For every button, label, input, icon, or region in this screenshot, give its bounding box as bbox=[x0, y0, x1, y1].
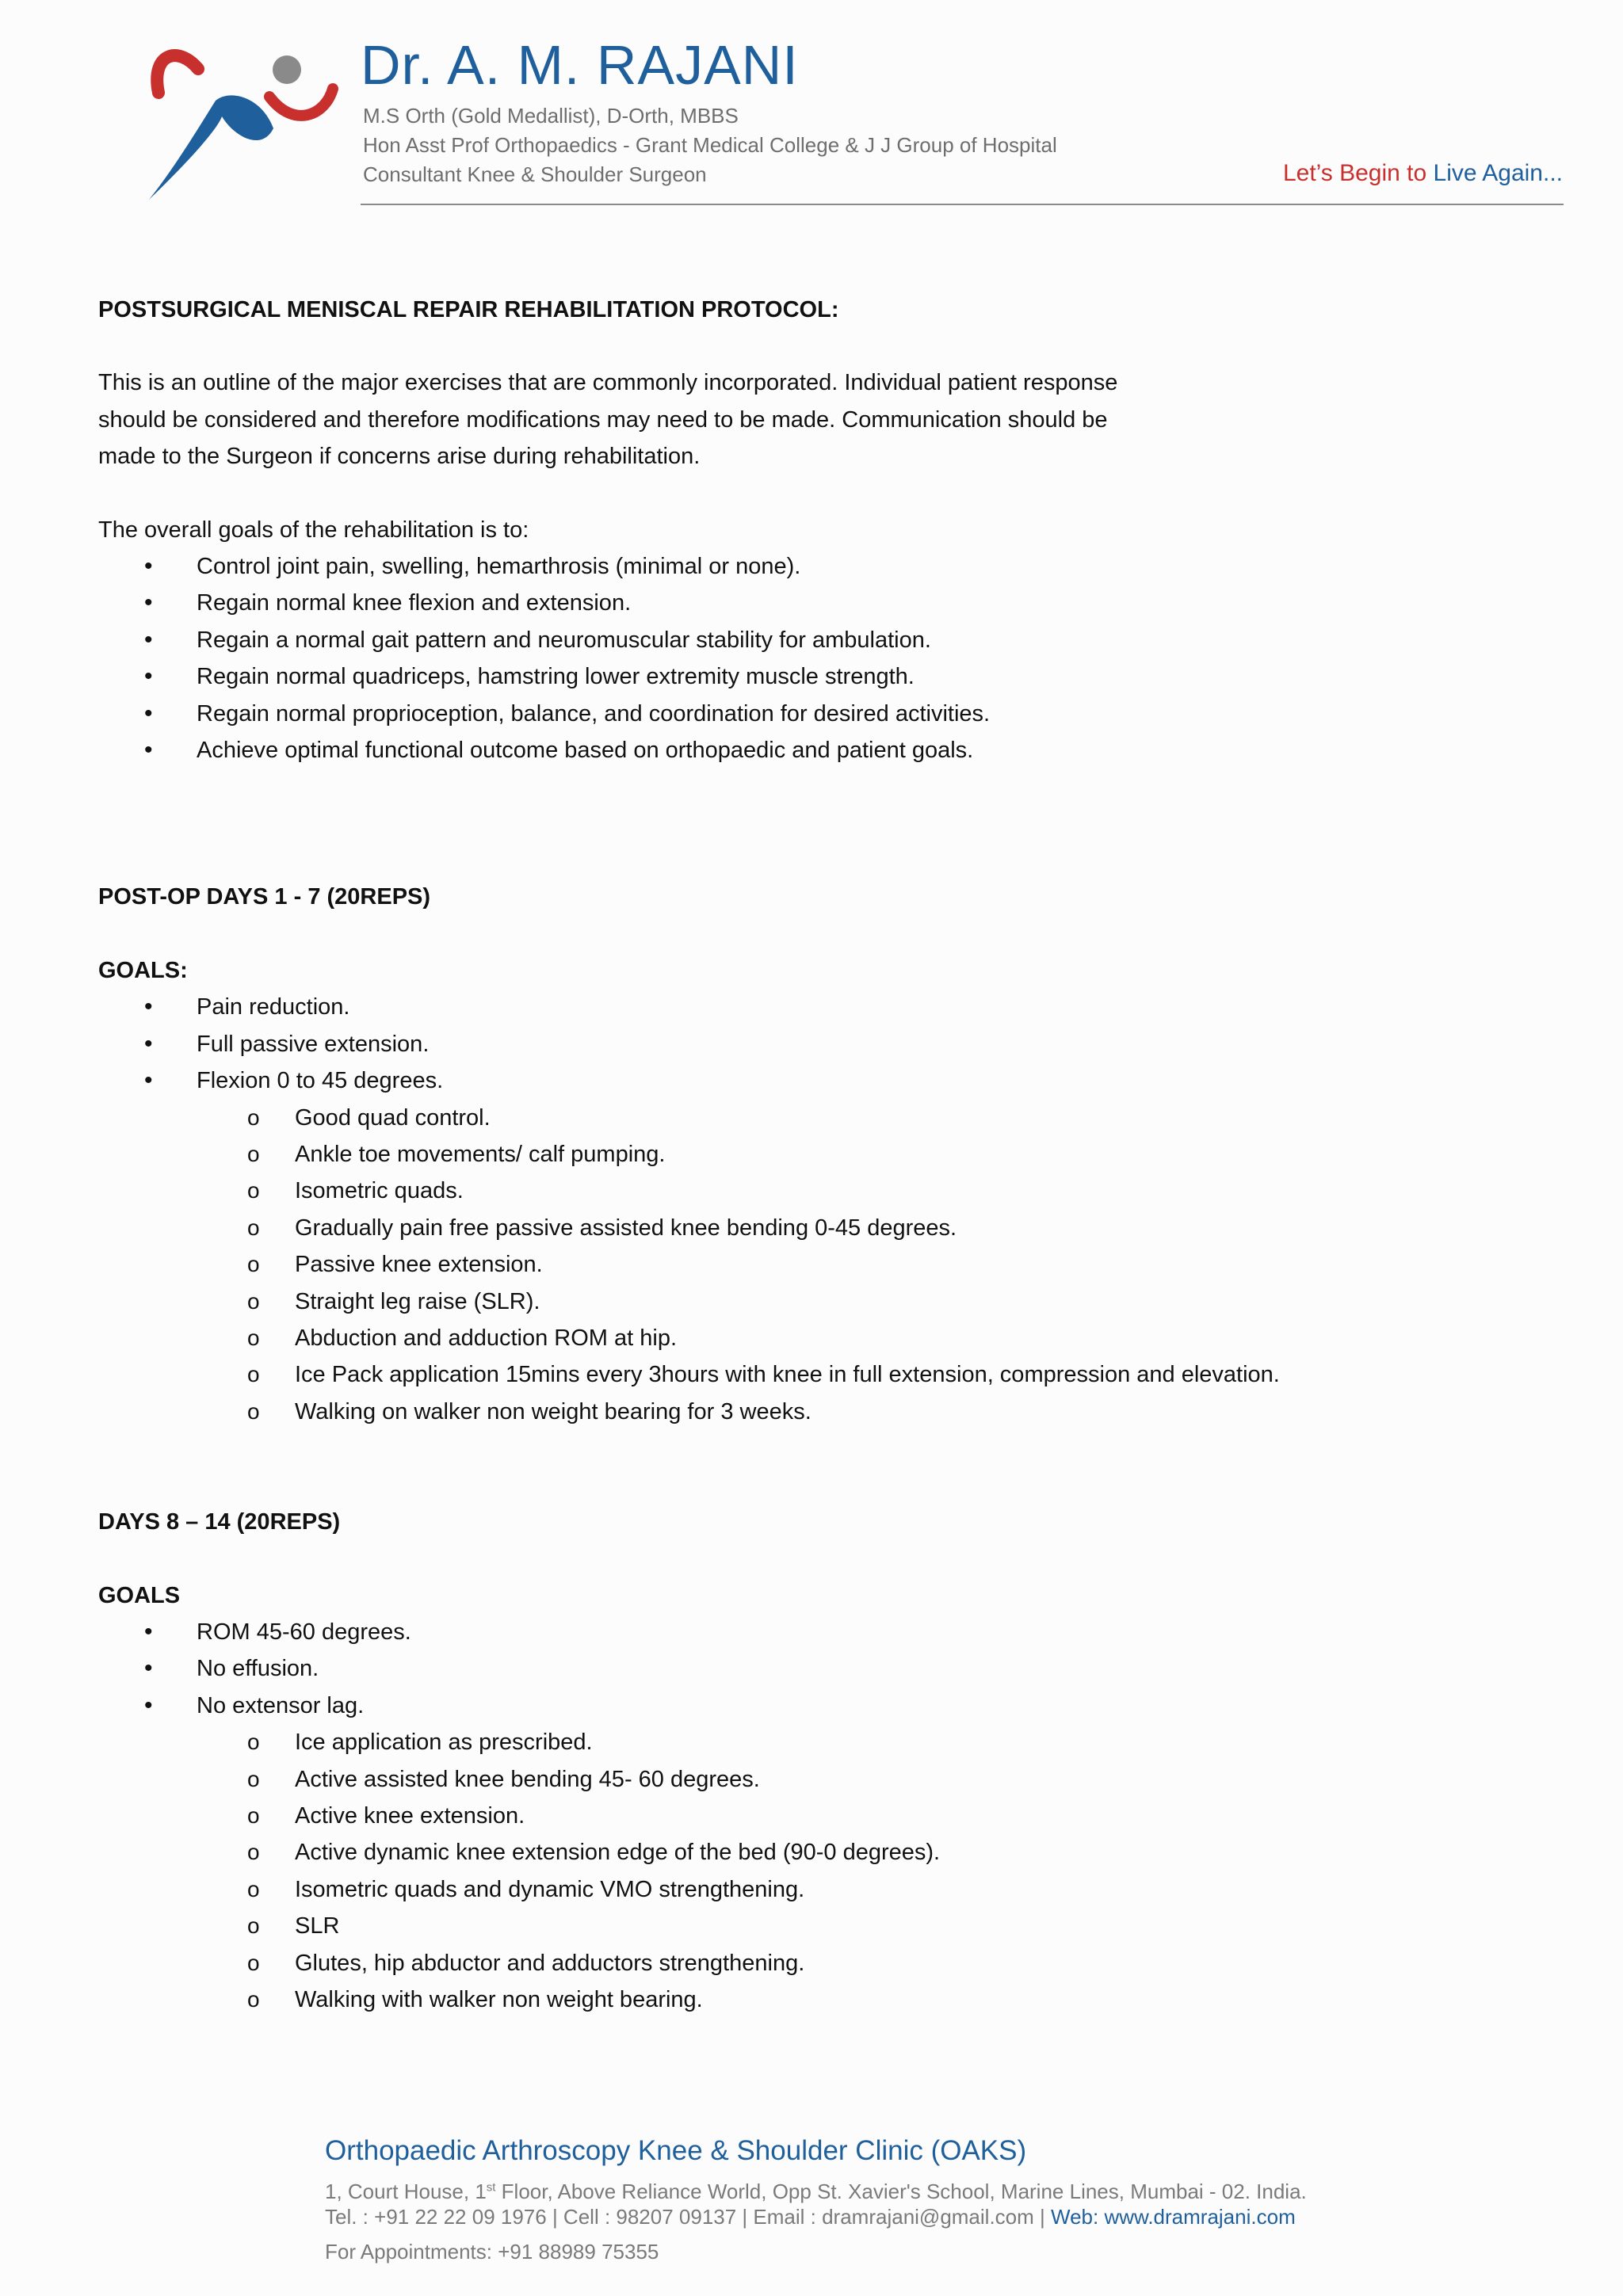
list-item: o Straight leg raise (SLR). bbox=[98, 1283, 1572, 1320]
intro-line: should be considered and therefore modifications may need to be made. Communication should be bbox=[98, 406, 1108, 433]
clinic-logo bbox=[143, 41, 349, 208]
doctor-credentials: M.S Orth (Gold Medallist), D-Orth, MBBS bbox=[363, 104, 739, 128]
logo-red-swoosh bbox=[269, 89, 333, 116]
address-part: 1, Court House, 1 bbox=[325, 2180, 487, 2203]
list-item: o Active dynamic knee extension edge of the bed (90-0 degrees). bbox=[98, 1834, 1572, 1871]
list-item: • Pain reduction. bbox=[98, 989, 1572, 1025]
phase2-goals-list bbox=[98, 1614, 1572, 1724]
list-item: o Isometric quads. bbox=[98, 1173, 1572, 1209]
tagline-part2: Live Again... bbox=[1433, 160, 1563, 186]
tagline bbox=[1283, 160, 1563, 187]
appointments-line: For Appointments: +91 88989 75355 bbox=[325, 2240, 659, 2264]
list-item: • Regain a normal gait pattern and neuromuscular stability for ambulation. bbox=[98, 622, 1572, 658]
list-item: • Regain normal quadriceps, hamstring lower extremity muscle strength. bbox=[98, 658, 1572, 695]
phase2-exercises-list bbox=[98, 1724, 1572, 2018]
phase2-heading: DAYS 8 – 14 (20REPS) bbox=[98, 1509, 341, 1535]
list-item: o Isometric quads and dynamic VMO strengthening. bbox=[98, 1871, 1572, 1908]
clinic-contact bbox=[325, 2205, 1296, 2229]
list-item: • Flexion 0 to 45 degrees. bbox=[98, 1062, 1572, 1099]
list-item: • Regain normal proprioception, balance, and coordination for desired activities. bbox=[98, 696, 1572, 732]
logo-grey-head bbox=[273, 55, 301, 84]
overall-goals-list bbox=[98, 548, 1572, 769]
list-item: o Ankle toe movements/ calf pumping. bbox=[98, 1136, 1572, 1173]
list-item: • No extensor lag. bbox=[98, 1688, 1572, 1724]
intro-line: This is an outline of the major exercises that are commonly incorporated. Individual patient response bbox=[98, 370, 1118, 396]
list-item: o Active knee extension. bbox=[98, 1798, 1572, 1834]
website-link[interactable]: Web: www.dramrajani.com bbox=[1051, 2205, 1296, 2229]
list-item: o Walking on walker non weight bearing for 3 weeks. bbox=[98, 1394, 1572, 1430]
list-item: o SLR bbox=[98, 1908, 1572, 1944]
list-item: o Ice application as prescribed. bbox=[98, 1724, 1572, 1760]
list-item: • Achieve optimal functional outcome based on orthopaedic and patient goals. bbox=[98, 732, 1572, 769]
logo-blue-figure bbox=[149, 95, 273, 200]
logo-red-arc bbox=[157, 55, 198, 93]
phase1-heading: POST-OP DAYS 1 - 7 (20REPS) bbox=[98, 884, 431, 910]
phase2-goals-label: GOALS bbox=[98, 1582, 181, 1608]
doctor-position: Hon Asst Prof Orthopaedics - Grant Medical College & J J Group of Hospital bbox=[363, 133, 1057, 157]
document-title: POSTSURGICAL MENISCAL REPAIR REHABILITATION PROTOCOL: bbox=[98, 297, 839, 322]
list-item: o Abduction and adduction ROM at hip. bbox=[98, 1320, 1572, 1356]
doctor-specialty: Consultant Knee & Shoulder Surgeon bbox=[363, 162, 707, 186]
phase1-goals-label: GOALS: bbox=[98, 957, 188, 983]
list-item: • Regain normal knee flexion and extension. bbox=[98, 585, 1572, 621]
address-superscript: st bbox=[486, 2180, 496, 2195]
list-item: o Good quad control. bbox=[98, 1100, 1572, 1136]
intro-line: made to the Surgeon if concerns arise during rehabilitation. bbox=[98, 444, 701, 470]
list-item: o Glutes, hip abductor and adductors strengthening. bbox=[98, 1945, 1572, 1981]
phase1-goals-list bbox=[98, 989, 1572, 1099]
doctor-name: Dr. A. M. RAJANI bbox=[361, 34, 799, 96]
contact-details: Tel. : +91 22 22 09 1976 | Cell : 98207 09137 | Email : dramrajani@gmail.com | bbox=[325, 2205, 1051, 2229]
address-part: Floor, Above Reliance World, Opp St. Xavier's School, Marine Lines, Mumbai - 02. India. bbox=[495, 2180, 1307, 2203]
header-divider bbox=[361, 204, 1564, 205]
list-item: • No effusion. bbox=[98, 1650, 1572, 1687]
tagline-part1: Let’s Begin to bbox=[1282, 160, 1434, 186]
list-item: o Gradually pain free passive assisted knee bending 0-45 degrees. bbox=[98, 1210, 1572, 1246]
list-item: • Full passive extension. bbox=[98, 1026, 1572, 1062]
document-body bbox=[98, 292, 1572, 2018]
list-item: • Control joint pain, swelling, hemarthrosis (minimal or none). bbox=[98, 548, 1572, 585]
list-item: o Active assisted knee bending 45- 60 degrees. bbox=[98, 1761, 1572, 1798]
list-item: o Ice Pack application 15mins every 3hours with knee in full extension, compression and elevation. bbox=[98, 1356, 1572, 1393]
clinic-address bbox=[325, 2180, 1307, 2204]
list-item: o Passive knee extension. bbox=[98, 1246, 1572, 1283]
goals-intro: The overall goals of the rehabilitation is to: bbox=[98, 517, 529, 543]
clinic-name: Orthopaedic Arthroscopy Knee & Shoulder Clinic (OAKS) bbox=[325, 2135, 1027, 2166]
phase1-exercises-list bbox=[98, 1100, 1572, 1431]
list-item: • ROM 45-60 degrees. bbox=[98, 1614, 1572, 1650]
list-item: o Walking with walker non weight bearing. bbox=[98, 1981, 1572, 2018]
